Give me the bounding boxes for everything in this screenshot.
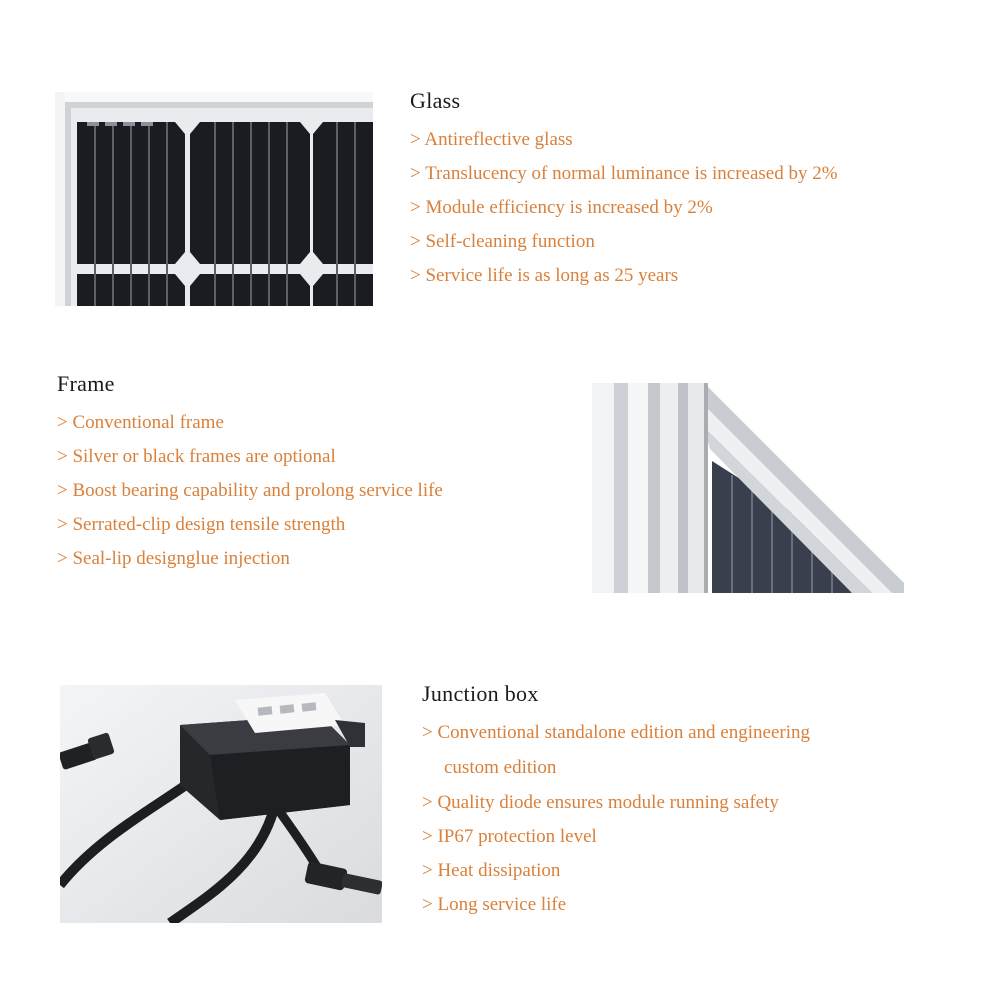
glass-feature-item: > Module efficiency is increased by 2% xyxy=(410,197,713,218)
junction-box-illustration xyxy=(60,685,382,923)
glass-feature-item: > Self-cleaning function xyxy=(410,231,595,252)
junction-feature-line1: > Conventional standalone edition and engineering xyxy=(422,722,810,743)
frame-feature-list xyxy=(57,406,443,576)
junction-image xyxy=(60,685,382,923)
junction-feature-item xyxy=(422,716,810,786)
frame-feature-item: > Boost bearing capability and prolong service life xyxy=(57,480,443,501)
junction-feature-list xyxy=(422,716,810,922)
junction-title: Junction box xyxy=(422,681,539,706)
glass-feature-list xyxy=(410,123,838,293)
frame-title: Frame xyxy=(57,371,115,396)
frame-corner-illustration xyxy=(592,383,904,593)
junction-feature-item: > Heat dissipation xyxy=(422,860,561,881)
frame-feature-item: > Silver or black frames are optional xyxy=(57,446,336,467)
junction-feature-item: > IP67 protection level xyxy=(422,826,597,847)
frame-feature-item: > Seal-lip designglue injection xyxy=(57,548,290,569)
junction-feature-item: > Quality diode ensures module running safety xyxy=(422,792,779,813)
solar-cells-illustration xyxy=(55,92,373,306)
glass-feature-item: > Service life is as long as 25 years xyxy=(410,265,679,286)
frame-feature-item: > Serrated-clip design tensile strength xyxy=(57,514,346,535)
glass-feature-item: > Antireflective glass xyxy=(410,129,573,150)
glass-image xyxy=(55,92,373,306)
glass-title: Glass xyxy=(410,88,461,113)
frame-image xyxy=(592,383,904,593)
junction-feature-line2: custom edition xyxy=(444,757,557,778)
junction-feature-item: > Long service life xyxy=(422,894,567,915)
frame-feature-item: > Conventional frame xyxy=(57,412,224,433)
glass-feature-item: > Translucency of normal luminance is increased by 2% xyxy=(410,163,838,184)
